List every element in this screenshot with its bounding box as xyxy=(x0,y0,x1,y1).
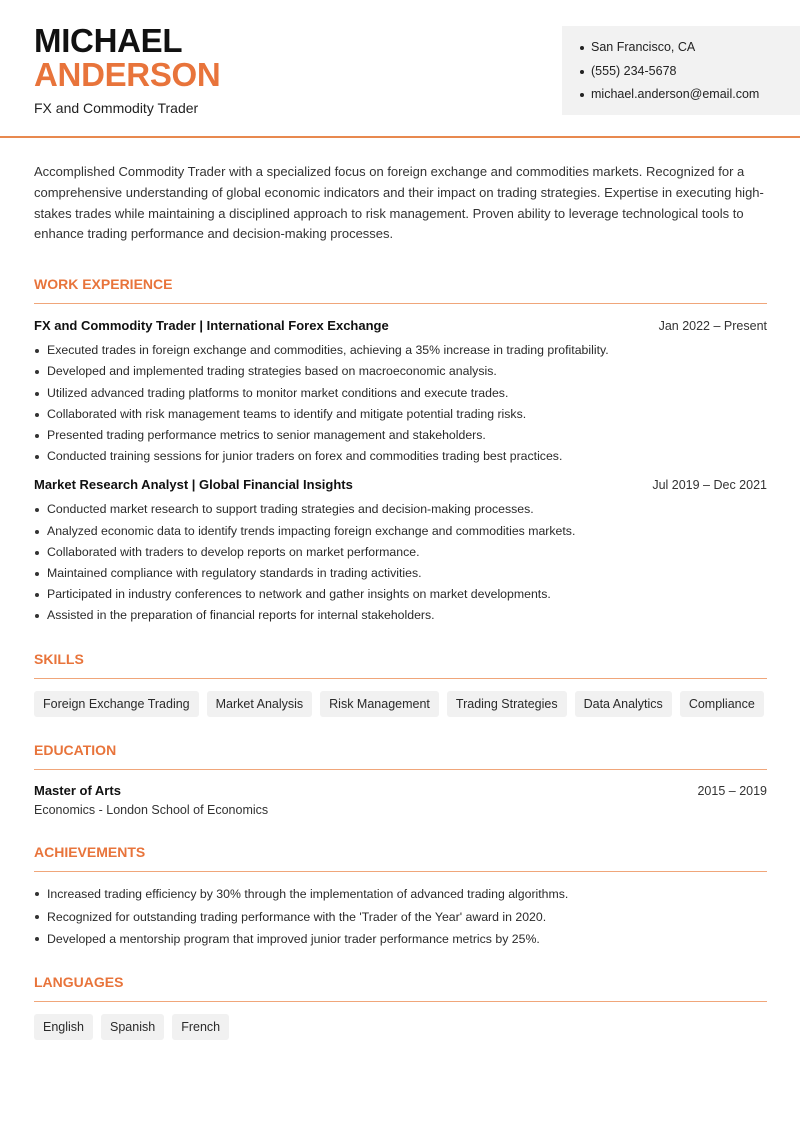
last-name: ANDERSON xyxy=(34,56,221,93)
job-title: FX and Commodity Trader | International Forex Exchange xyxy=(34,318,389,334)
education-dates: 2015 – 2019 xyxy=(697,784,767,799)
resume-body xyxy=(34,138,767,1040)
list-item: Conducted market research to support trading strategies and decision-making processes. xyxy=(34,499,767,520)
contact-phone: (555) 234-5678 xyxy=(580,60,800,84)
contact-location: San Francisco, CA xyxy=(580,36,800,60)
list-item: Increased trading efficiency by 30% through the implementation of advanced trading algorithms. xyxy=(34,883,767,906)
job-dates: Jan 2022 – Present xyxy=(658,319,767,334)
skill-tag: Risk Management xyxy=(320,691,439,717)
education-heading: EDUCATION xyxy=(34,742,117,759)
list-item: Analyzed economic data to identify trends impacting foreign exchange and commodities markets. xyxy=(34,521,767,542)
job-title: Market Research Analyst | Global Financial Insights xyxy=(34,477,353,493)
section-divider xyxy=(34,1001,767,1002)
skill-tag: Market Analysis xyxy=(207,691,313,717)
list-item: Recognized for outstanding trading performance with the 'Trader of the Year' award in 2020. xyxy=(34,906,767,929)
candidate-name xyxy=(34,24,220,92)
job-dates: Jul 2019 – Dec 2021 xyxy=(652,478,767,493)
list-item: Utilized advanced trading platforms to monitor market conditions and execute trades. xyxy=(34,383,767,404)
summary-paragraph: Accomplished Commodity Trader with a specialized focus on foreign exchange and commodities markets. Recognized for a comprehensive understanding of global economic indicators and their impact on trading strategies. Expertise in executing high-stakes trades while maintaining a disciplined approach to risk management. Proven ability to leverage technological tools to enhance trading performance and decision-making processes. xyxy=(34,164,764,242)
skill-tag: Data Analytics xyxy=(575,691,672,717)
resume-header xyxy=(0,0,800,138)
work-experience-heading: WORK EXPERIENCE xyxy=(34,276,173,293)
achievements-list xyxy=(34,883,767,951)
contact-email: michael.anderson@email.com xyxy=(580,83,800,107)
section-divider xyxy=(34,678,767,679)
list-item: Maintained compliance with regulatory standards in trading activities. xyxy=(34,563,767,584)
languages-heading: LANGUAGES xyxy=(34,973,124,990)
list-item: Conducted training sessions for junior traders on forex and commodities trading best practices. xyxy=(34,446,767,467)
skill-tag: Foreign Exchange Trading xyxy=(34,691,199,717)
section-divider xyxy=(34,303,767,304)
job-header xyxy=(34,477,767,492)
skills-list xyxy=(34,691,767,717)
skill-tag: Compliance xyxy=(680,691,764,717)
language-tag: French xyxy=(172,1014,229,1040)
list-item: Assisted in the preparation of financial reports for internal stakeholders. xyxy=(34,605,767,626)
list-item: Developed a mentorship program that improved junior trader performance metrics by 25%. xyxy=(34,928,767,951)
job-header xyxy=(34,318,767,333)
list-item: Collaborated with risk management teams to identify and mitigate potential trading risks. xyxy=(34,404,767,425)
skills-heading: SKILLS xyxy=(34,651,84,668)
contact-box xyxy=(562,26,800,115)
section-divider xyxy=(34,769,767,770)
list-item: Executed trades in foreign exchange and commodities, achieving a 35% increase in trading profitability. xyxy=(34,340,767,361)
job-bullets xyxy=(34,340,767,467)
list-item: Collaborated with traders to develop reports on market performance. xyxy=(34,542,767,563)
skill-tag: Trading Strategies xyxy=(447,691,567,717)
school: Economics - London School of Economics xyxy=(34,803,269,818)
list-item: Participated in industry conferences to network and gather insights on market developments. xyxy=(34,584,767,605)
job-role: FX and Commodity Trader xyxy=(34,100,199,116)
list-item: Developed and implemented trading strategies based on macroeconomic analysis. xyxy=(34,361,767,382)
section-divider xyxy=(34,871,767,872)
degree: Master of Arts xyxy=(34,783,121,799)
achievements-heading: ACHIEVEMENTS xyxy=(34,844,146,861)
job-bullets xyxy=(34,499,767,626)
first-name: MICHAEL xyxy=(34,22,183,59)
languages-list xyxy=(34,1014,767,1040)
language-tag: Spanish xyxy=(101,1014,164,1040)
list-item: Presented trading performance metrics to senior management and stakeholders. xyxy=(34,425,767,446)
language-tag: English xyxy=(34,1014,93,1040)
education-header xyxy=(34,783,767,798)
